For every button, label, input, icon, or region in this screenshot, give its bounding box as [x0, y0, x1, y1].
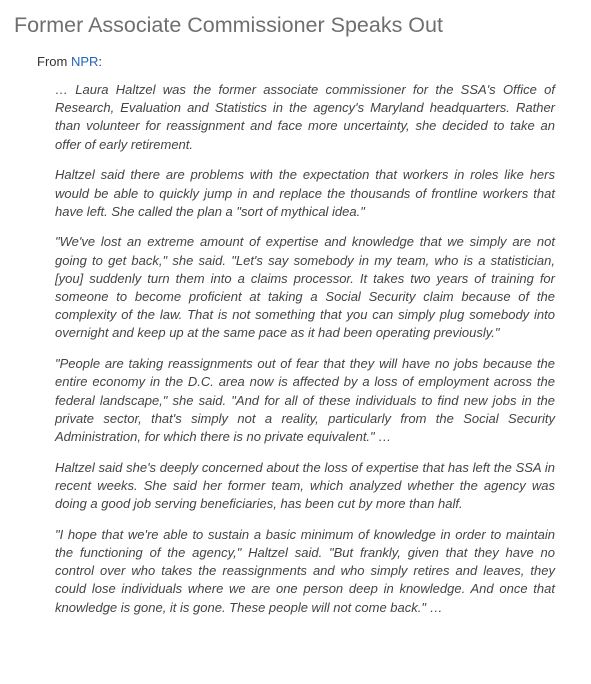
quote-paragraph: Haltzel said there are problems with the expectation that workers in roles like hers would be able to quickly jump in and replace the thousands of frontline workers that have left. She called the plan a "sort of mythical idea."	[55, 167, 555, 219]
quote-paragraph: Haltzel said she's deeply concerned about the loss of expertise that has left the SSA in recent weeks. She said her former team, which analyzed whether the agency was doing a good job serving beneficiaries, has been cut by more than half.	[55, 459, 555, 512]
source-link-npr[interactable]: NPR	[70, 54, 99, 69]
source-suffix: :	[98, 54, 103, 69]
quote-paragraph: "People are taking reassignments out of fear that they will have no jobs because the entire economy in the D.C. area now is affected by a loss of employment across the federal landscape," she said. "And for all of these individuals to find new jobs in the private sector, that's simply not a reality, particularly from the Social Security Administration, for which there is no private equivalent." …	[55, 356, 555, 444]
quote-paragraph: "We've lost an extreme amount of expertise and knowledge that we simply are not going to get back," she said. "Let's say somebody in my team, who is a statistician, [you] suddenly turn them into a claims processor. It takes two years of training for someone to become proficient at taking a Social Security claim because of the complexity of the law. That is not something that you can simply plug somebody into overnight and keep up at the same pace as it had been operating previously."	[55, 234, 555, 341]
source-attribution	[37, 54, 102, 70]
quote-paragraph: "I hope that we're able to sustain a basic minimum of knowledge in order to maintain the functioning of the agency," Haltzel said. "But frankly, given that they have no control over who takes the reassignments and who simply retires and leaves, they could lose individuals where we are one person deep in knowledge. And once that knowledge is gone, it is gone. These people will not come back." …	[55, 526, 555, 615]
blockquote	[55, 81, 555, 629]
quote-paragraph: … Laura Haltzel was the former associate commissioner for the SSA's Office of Research, Evaluation and Statistics in the agency's Maryland headquarters. Rather than volunteer for reassignment and face more uncertainty, she decided to take an offer of early retirement.	[55, 82, 555, 152]
post-title: Former Associate Commissioner Speaks Out	[14, 13, 443, 37]
source-prefix: From	[37, 54, 71, 69]
